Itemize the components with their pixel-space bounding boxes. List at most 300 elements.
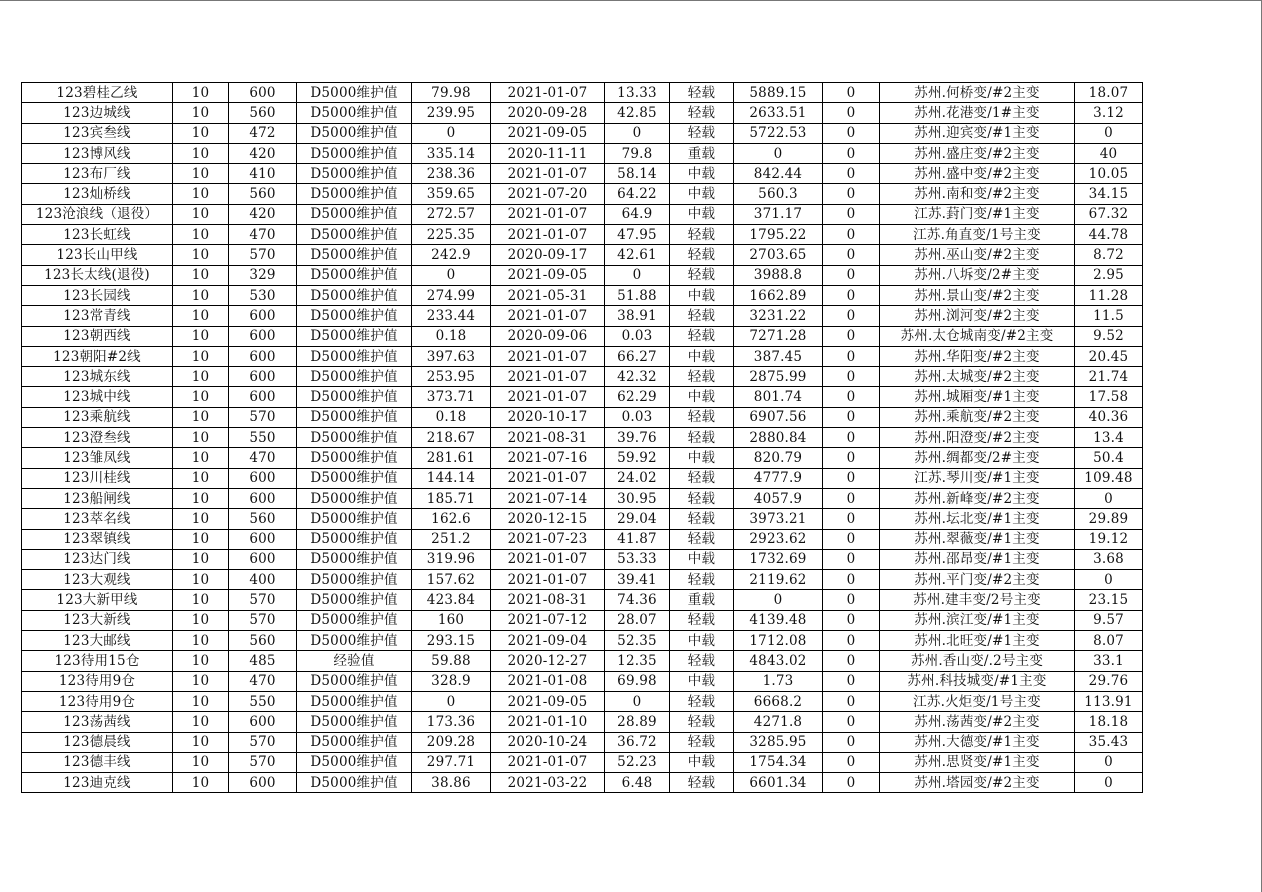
load-status-cell: 轻载 <box>670 468 734 488</box>
date-cell: 2021-01-07 <box>491 752 605 772</box>
voltage-cell: 10 <box>173 164 229 184</box>
max-current-cell: 160 <box>412 610 491 630</box>
count-cell: 0 <box>823 164 880 184</box>
rated-current-cell: 560 <box>229 509 297 529</box>
substation-transformer-cell: 苏州.坛北变/#1主变 <box>880 509 1075 529</box>
load-status-cell: 轻载 <box>670 326 734 346</box>
spare-capacity-cell: 560.3 <box>734 184 823 204</box>
load-status-cell: 中载 <box>670 752 734 772</box>
substation-transformer-cell: 苏州.景山变/#2主变 <box>880 285 1075 305</box>
spare-capacity-cell: 5889.15 <box>734 83 823 103</box>
data-source-cell: D5000维护值 <box>297 245 412 265</box>
count-cell: 0 <box>823 570 880 590</box>
load-rate-cell: 52.23 <box>605 752 670 772</box>
data-source-cell: D5000维护值 <box>297 225 412 245</box>
voltage-cell: 10 <box>173 326 229 346</box>
count-cell: 0 <box>823 549 880 569</box>
load-rate-cell: 42.61 <box>605 245 670 265</box>
substation-transformer-cell: 苏州.华阳变/#2主变 <box>880 346 1075 366</box>
substation-transformer-cell: 江苏.角直变/1号主变 <box>880 225 1075 245</box>
rated-current-cell: 600 <box>229 773 297 793</box>
max-current-cell: 274.99 <box>412 285 491 305</box>
line-name-cell: 123大邮线 <box>22 631 173 651</box>
spare-capacity-cell: 2703.65 <box>734 245 823 265</box>
line-name-cell: 123澄叁线 <box>22 428 173 448</box>
line-name-cell: 123大新线 <box>22 610 173 630</box>
load-rate-cell: 47.95 <box>605 225 670 245</box>
load-status-cell: 轻载 <box>670 488 734 508</box>
max-current-cell: 0 <box>412 265 491 285</box>
line-name-cell: 123待用9仓 <box>22 671 173 691</box>
load-status-cell: 轻载 <box>670 306 734 326</box>
line-name-cell: 123沧浪线（退役） <box>22 204 173 224</box>
line-name-cell: 123边城线 <box>22 103 173 123</box>
date-cell: 2020-12-27 <box>491 651 605 671</box>
spare-capacity-cell: 3231.22 <box>734 306 823 326</box>
data-source-cell: D5000维护值 <box>297 387 412 407</box>
voltage-cell: 10 <box>173 610 229 630</box>
load-status-cell: 轻载 <box>670 509 734 529</box>
data-source-cell: D5000维护值 <box>297 143 412 163</box>
substation-transformer-cell: 江苏.葑门变/#1主变 <box>880 204 1075 224</box>
table-row <box>22 651 1143 671</box>
line-name-cell: 123长山甲线 <box>22 245 173 265</box>
table-row <box>22 428 1143 448</box>
spare-capacity-cell: 1712.08 <box>734 631 823 651</box>
table-row <box>22 631 1143 651</box>
voltage-cell: 10 <box>173 367 229 387</box>
voltage-cell: 10 <box>173 225 229 245</box>
spare-capacity-cell: 801.74 <box>734 387 823 407</box>
table-row <box>22 732 1143 752</box>
value-cell: 0 <box>1075 570 1143 590</box>
max-current-cell: 293.15 <box>412 631 491 651</box>
table-row <box>22 610 1143 630</box>
max-current-cell: 0.18 <box>412 407 491 427</box>
date-cell: 2021-07-20 <box>491 184 605 204</box>
spare-capacity-cell: 6601.34 <box>734 773 823 793</box>
date-cell: 2021-01-07 <box>491 225 605 245</box>
value-cell: 13.4 <box>1075 428 1143 448</box>
date-cell: 2021-09-05 <box>491 123 605 143</box>
max-current-cell: 297.71 <box>412 752 491 772</box>
max-current-cell: 253.95 <box>412 367 491 387</box>
load-status-cell: 中载 <box>670 387 734 407</box>
spare-capacity-cell: 3285.95 <box>734 732 823 752</box>
substation-transformer-cell: 苏州.南和变/#2主变 <box>880 184 1075 204</box>
table-row <box>22 671 1143 691</box>
spare-capacity-cell: 1795.22 <box>734 225 823 245</box>
table-row <box>22 245 1143 265</box>
load-status-cell: 轻载 <box>670 123 734 143</box>
rated-current-cell: 570 <box>229 732 297 752</box>
substation-transformer-cell: 苏州.八坼变/2#主变 <box>880 265 1075 285</box>
max-current-cell: 423.84 <box>412 590 491 610</box>
load-rate-cell: 62.29 <box>605 387 670 407</box>
load-status-cell: 轻载 <box>670 712 734 732</box>
max-current-cell: 397.63 <box>412 346 491 366</box>
table-row <box>22 549 1143 569</box>
rated-current-cell: 570 <box>229 610 297 630</box>
voltage-cell: 10 <box>173 509 229 529</box>
load-status-cell: 轻载 <box>670 651 734 671</box>
data-source-cell: D5000维护值 <box>297 123 412 143</box>
date-cell: 2021-01-07 <box>491 164 605 184</box>
load-rate-cell: 59.92 <box>605 448 670 468</box>
count-cell: 0 <box>823 367 880 387</box>
load-rate-cell: 0 <box>605 691 670 711</box>
table-row <box>22 123 1143 143</box>
load-rate-cell: 24.02 <box>605 468 670 488</box>
voltage-cell: 10 <box>173 123 229 143</box>
data-source-cell: D5000维护值 <box>297 346 412 366</box>
voltage-cell: 10 <box>173 387 229 407</box>
value-cell: 40.36 <box>1075 407 1143 427</box>
value-cell: 23.15 <box>1075 590 1143 610</box>
load-status-cell: 中载 <box>670 184 734 204</box>
data-source-cell: D5000维护值 <box>297 529 412 549</box>
load-status-cell: 轻载 <box>670 103 734 123</box>
rated-current-cell: 570 <box>229 245 297 265</box>
data-source-cell: D5000维护值 <box>297 285 412 305</box>
rated-current-cell: 560 <box>229 103 297 123</box>
max-current-cell: 319.96 <box>412 549 491 569</box>
data-source-cell: D5000维护值 <box>297 509 412 529</box>
count-cell: 0 <box>823 691 880 711</box>
max-current-cell: 238.36 <box>412 164 491 184</box>
load-status-cell: 重载 <box>670 590 734 610</box>
value-cell: 3.68 <box>1075 549 1143 569</box>
count-cell: 0 <box>823 448 880 468</box>
load-status-cell: 轻载 <box>670 245 734 265</box>
load-status-cell: 轻载 <box>670 529 734 549</box>
spare-capacity-cell: 2119.62 <box>734 570 823 590</box>
load-rate-cell: 0.03 <box>605 326 670 346</box>
line-name-cell: 123萃名线 <box>22 509 173 529</box>
count-cell: 0 <box>823 509 880 529</box>
substation-transformer-cell: 苏州.北旺变/#1主变 <box>880 631 1075 651</box>
substation-transformer-cell: 苏州.阳澄变/#2主变 <box>880 428 1075 448</box>
date-cell: 2021-09-05 <box>491 265 605 285</box>
line-name-cell: 123乘航线 <box>22 407 173 427</box>
count-cell: 0 <box>823 204 880 224</box>
load-rate-cell: 42.85 <box>605 103 670 123</box>
spare-capacity-cell: 4777.9 <box>734 468 823 488</box>
data-source-cell: D5000维护值 <box>297 610 412 630</box>
data-source-cell: D5000维护值 <box>297 488 412 508</box>
load-status-cell: 中载 <box>670 549 734 569</box>
data-source-cell: D5000维护值 <box>297 671 412 691</box>
line-name-cell: 123川桂线 <box>22 468 173 488</box>
date-cell: 2021-01-07 <box>491 346 605 366</box>
value-cell: 0 <box>1075 773 1143 793</box>
max-current-cell: 359.65 <box>412 184 491 204</box>
count-cell: 0 <box>823 83 880 103</box>
table-row <box>22 773 1143 793</box>
table-row <box>22 468 1143 488</box>
rated-current-cell: 570 <box>229 590 297 610</box>
rated-current-cell: 600 <box>229 326 297 346</box>
voltage-cell: 10 <box>173 488 229 508</box>
date-cell: 2021-01-07 <box>491 204 605 224</box>
max-current-cell: 335.14 <box>412 143 491 163</box>
table-row <box>22 590 1143 610</box>
load-rate-cell: 39.76 <box>605 428 670 448</box>
substation-transformer-cell: 苏州.浏河变/#2主变 <box>880 306 1075 326</box>
date-cell: 2021-09-05 <box>491 691 605 711</box>
spare-capacity-cell: 2633.51 <box>734 103 823 123</box>
data-source-cell: D5000维护值 <box>297 732 412 752</box>
voltage-cell: 10 <box>173 448 229 468</box>
substation-transformer-cell: 苏州.乘航变/#2主变 <box>880 407 1075 427</box>
voltage-cell: 10 <box>173 691 229 711</box>
table-row <box>22 570 1143 590</box>
rated-current-cell: 470 <box>229 671 297 691</box>
load-status-cell: 轻载 <box>670 570 734 590</box>
max-current-cell: 157.62 <box>412 570 491 590</box>
value-cell: 8.72 <box>1075 245 1143 265</box>
voltage-cell: 10 <box>173 712 229 732</box>
load-rate-cell: 0.03 <box>605 407 670 427</box>
data-source-cell: D5000维护值 <box>297 468 412 488</box>
value-cell: 34.15 <box>1075 184 1143 204</box>
value-cell: 20.45 <box>1075 346 1143 366</box>
count-cell: 0 <box>823 651 880 671</box>
voltage-cell: 10 <box>173 631 229 651</box>
line-name-cell: 123灿桥线 <box>22 184 173 204</box>
value-cell: 17.58 <box>1075 387 1143 407</box>
rated-current-cell: 600 <box>229 529 297 549</box>
max-current-cell: 373.71 <box>412 387 491 407</box>
count-cell: 0 <box>823 326 880 346</box>
substation-transformer-cell: 苏州.迎宾变/#1主变 <box>880 123 1075 143</box>
value-cell: 18.18 <box>1075 712 1143 732</box>
count-cell: 0 <box>823 143 880 163</box>
count-cell: 0 <box>823 123 880 143</box>
load-rate-cell: 28.89 <box>605 712 670 732</box>
voltage-cell: 10 <box>173 346 229 366</box>
spare-capacity-cell: 4139.48 <box>734 610 823 630</box>
line-name-cell: 123朝阳#2线 <box>22 346 173 366</box>
voltage-cell: 10 <box>173 570 229 590</box>
table-row <box>22 346 1143 366</box>
rated-current-cell: 600 <box>229 83 297 103</box>
load-rate-cell: 12.35 <box>605 651 670 671</box>
rated-current-cell: 410 <box>229 164 297 184</box>
data-source-cell: D5000维护值 <box>297 752 412 772</box>
date-cell: 2021-01-07 <box>491 570 605 590</box>
max-current-cell: 0 <box>412 691 491 711</box>
date-cell: 2020-09-28 <box>491 103 605 123</box>
substation-transformer-cell: 苏州.太仓城南变/#2主变 <box>880 326 1075 346</box>
rated-current-cell: 570 <box>229 407 297 427</box>
line-name-cell: 123雏凤线 <box>22 448 173 468</box>
spare-capacity-cell: 1732.69 <box>734 549 823 569</box>
load-status-cell: 轻载 <box>670 367 734 387</box>
load-rate-cell: 79.8 <box>605 143 670 163</box>
substation-transformer-cell: 苏州.香山变/.2号主变 <box>880 651 1075 671</box>
load-rate-cell: 38.91 <box>605 306 670 326</box>
load-status-cell: 轻载 <box>670 407 734 427</box>
value-cell: 10.05 <box>1075 164 1143 184</box>
data-source-cell: D5000维护值 <box>297 570 412 590</box>
count-cell: 0 <box>823 712 880 732</box>
table-row <box>22 712 1143 732</box>
spare-capacity-cell: 6668.2 <box>734 691 823 711</box>
table-row <box>22 387 1143 407</box>
voltage-cell: 10 <box>173 529 229 549</box>
voltage-cell: 10 <box>173 407 229 427</box>
voltage-cell: 10 <box>173 83 229 103</box>
value-cell: 3.12 <box>1075 103 1143 123</box>
substation-transformer-cell: 苏州.巫山变/#2主变 <box>880 245 1075 265</box>
line-name-cell: 123朝西线 <box>22 326 173 346</box>
count-cell: 0 <box>823 265 880 285</box>
substation-transformer-cell: 苏州.太城变/#2主变 <box>880 367 1075 387</box>
rated-current-cell: 560 <box>229 631 297 651</box>
rated-current-cell: 570 <box>229 752 297 772</box>
date-cell: 2020-11-11 <box>491 143 605 163</box>
count-cell: 0 <box>823 245 880 265</box>
count-cell: 0 <box>823 346 880 366</box>
value-cell: 9.52 <box>1075 326 1143 346</box>
data-source-cell: D5000维护值 <box>297 428 412 448</box>
substation-transformer-cell: 苏州.建丰变/2号主变 <box>880 590 1075 610</box>
spare-capacity-cell: 1.73 <box>734 671 823 691</box>
date-cell: 2021-01-07 <box>491 83 605 103</box>
rated-current-cell: 600 <box>229 488 297 508</box>
line-name-cell: 123碧桂乙线 <box>22 83 173 103</box>
date-cell: 2021-07-16 <box>491 448 605 468</box>
voltage-cell: 10 <box>173 549 229 569</box>
date-cell: 2021-01-08 <box>491 671 605 691</box>
spare-capacity-cell: 842.44 <box>734 164 823 184</box>
voltage-cell: 10 <box>173 651 229 671</box>
load-rate-cell: 74.36 <box>605 590 670 610</box>
value-cell: 9.57 <box>1075 610 1143 630</box>
page-top-border <box>0 0 1262 1</box>
line-name-cell: 123大新甲线 <box>22 590 173 610</box>
table-row <box>22 204 1143 224</box>
load-rate-cell: 39.41 <box>605 570 670 590</box>
load-rate-cell: 64.22 <box>605 184 670 204</box>
rated-current-cell: 470 <box>229 448 297 468</box>
substation-transformer-cell: 苏州.翠薇变/#1主变 <box>880 529 1075 549</box>
load-rate-cell: 29.04 <box>605 509 670 529</box>
data-source-cell: 经验值 <box>297 651 412 671</box>
data-source-cell: D5000维护值 <box>297 184 412 204</box>
substation-transformer-cell: 苏州.邵昂变/#1主变 <box>880 549 1075 569</box>
line-name-cell: 123达门线 <box>22 549 173 569</box>
count-cell: 0 <box>823 752 880 772</box>
count-cell: 0 <box>823 103 880 123</box>
spare-capacity-cell: 371.17 <box>734 204 823 224</box>
count-cell: 0 <box>823 590 880 610</box>
value-cell: 18.07 <box>1075 83 1143 103</box>
substation-transformer-cell: 苏州.平门变/#2主变 <box>880 570 1075 590</box>
max-current-cell: 185.71 <box>412 488 491 508</box>
voltage-cell: 10 <box>173 204 229 224</box>
load-status-cell: 中载 <box>670 631 734 651</box>
line-name-cell: 123翠镇线 <box>22 529 173 549</box>
value-cell: 19.12 <box>1075 529 1143 549</box>
data-source-cell: D5000维护值 <box>297 306 412 326</box>
load-rate-cell: 66.27 <box>605 346 670 366</box>
value-cell: 50.4 <box>1075 448 1143 468</box>
data-source-cell: D5000维护值 <box>297 407 412 427</box>
rated-current-cell: 329 <box>229 265 297 285</box>
count-cell: 0 <box>823 306 880 326</box>
table-row <box>22 184 1143 204</box>
load-status-cell: 轻载 <box>670 691 734 711</box>
voltage-cell: 10 <box>173 285 229 305</box>
spare-capacity-cell: 3973.21 <box>734 509 823 529</box>
date-cell: 2021-07-14 <box>491 488 605 508</box>
spare-capacity-cell: 820.79 <box>734 448 823 468</box>
date-cell: 2021-05-31 <box>491 285 605 305</box>
max-current-cell: 251.2 <box>412 529 491 549</box>
load-status-cell: 中载 <box>670 346 734 366</box>
count-cell: 0 <box>823 671 880 691</box>
substation-transformer-cell: 江苏.琴川变/#1主变 <box>880 468 1075 488</box>
substation-transformer-cell: 江苏.火炬变/1号主变 <box>880 691 1075 711</box>
table-row <box>22 164 1143 184</box>
load-status-cell: 轻载 <box>670 610 734 630</box>
table-row <box>22 509 1143 529</box>
line-name-cell: 123布厂线 <box>22 164 173 184</box>
date-cell: 2021-01-07 <box>491 367 605 387</box>
count-cell: 0 <box>823 468 880 488</box>
value-cell: 11.5 <box>1075 306 1143 326</box>
spare-capacity-cell: 3988.8 <box>734 265 823 285</box>
date-cell: 2021-07-12 <box>491 610 605 630</box>
table-row <box>22 225 1143 245</box>
count-cell: 0 <box>823 488 880 508</box>
rated-current-cell: 600 <box>229 367 297 387</box>
max-current-cell: 0.18 <box>412 326 491 346</box>
substation-transformer-cell: 苏州.盛庄变/#2主变 <box>880 143 1075 163</box>
load-status-cell: 轻载 <box>670 265 734 285</box>
load-rate-cell: 53.33 <box>605 549 670 569</box>
value-cell: 29.89 <box>1075 509 1143 529</box>
load-rate-cell: 28.07 <box>605 610 670 630</box>
date-cell: 2020-12-15 <box>491 509 605 529</box>
line-name-cell: 123荡茜线 <box>22 712 173 732</box>
load-rate-cell: 58.14 <box>605 164 670 184</box>
spare-capacity-cell: 4843.02 <box>734 651 823 671</box>
data-source-cell: D5000维护值 <box>297 265 412 285</box>
load-status-cell: 中载 <box>670 448 734 468</box>
date-cell: 2020-10-24 <box>491 732 605 752</box>
substation-transformer-cell: 苏州.大德变/#1主变 <box>880 732 1075 752</box>
line-name-cell: 123常青线 <box>22 306 173 326</box>
max-current-cell: 242.9 <box>412 245 491 265</box>
data-source-cell: D5000维护值 <box>297 549 412 569</box>
data-source-cell: D5000维护值 <box>297 326 412 346</box>
load-status-cell: 轻载 <box>670 732 734 752</box>
line-name-cell: 123城东线 <box>22 367 173 387</box>
load-rate-cell: 30.95 <box>605 488 670 508</box>
line-name-cell: 123长虹线 <box>22 225 173 245</box>
date-cell: 2020-09-06 <box>491 326 605 346</box>
rated-current-cell: 600 <box>229 468 297 488</box>
value-cell: 109.48 <box>1075 468 1143 488</box>
substation-transformer-cell: 苏州.科技城变/#1主变 <box>880 671 1075 691</box>
spare-capacity-cell: 7271.28 <box>734 326 823 346</box>
substation-transformer-cell: 苏州.荡茜变/#2主变 <box>880 712 1075 732</box>
load-rate-cell: 69.98 <box>605 671 670 691</box>
table-row <box>22 306 1143 326</box>
